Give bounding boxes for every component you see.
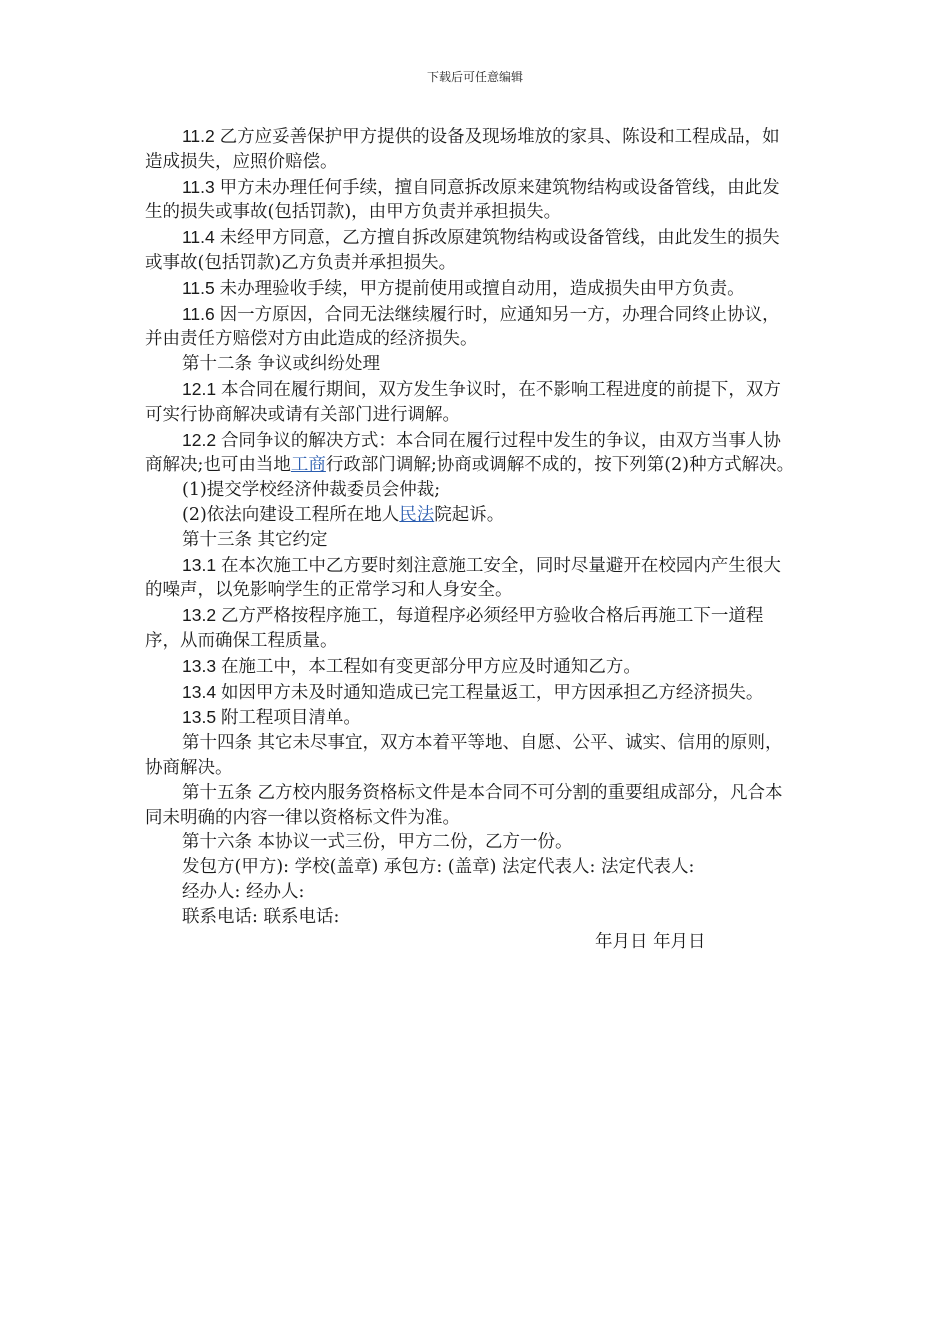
clause-13-4: [145, 680, 795, 706]
article-13-heading: [145, 528, 795, 553]
clause-text: 如因甲方未及时通知造成已完工程量返工，甲方因承担乙方经济损失。: [220, 682, 764, 703]
clause-number: 13.1: [182, 554, 221, 575]
article-text: 第十四条 其它未尽事宜，双方本着平等地、自愿、公平、诚实、信用的原则，协商解决。: [145, 733, 783, 778]
clause-text: 甲方未办理任何手续，擅自同意拆改原来建筑物结构或设备管线，由此发生的损失或事故(包括罚款)，由甲方负责并承担损失。: [145, 177, 780, 223]
clause-number: 13.2: [182, 605, 221, 626]
clause-11-6: [145, 302, 795, 353]
clause-text: 在施工中，本工程如有变更部分甲方应及时通知乙方。: [220, 656, 641, 677]
clause-11-5: [145, 276, 795, 302]
clause-13-2: [145, 603, 795, 654]
clause-13-3: [145, 654, 795, 680]
option-2: [145, 503, 795, 528]
clause-text: 因一方原因，合同无法继续履行时，应通知另一方，办理合同终止协议，并由责任方赔偿对方由此造成的经济损失。: [145, 304, 780, 350]
clause-number: 11.2: [182, 126, 220, 146]
clause-13-1: [145, 553, 795, 604]
clause-13-5: [145, 705, 795, 731]
option-text: (1)提交学校经济仲裁委员会仲裁;: [182, 480, 441, 501]
signature-line-agents: 经办人: 经办人:: [182, 881, 305, 902]
clause-12-1: [145, 377, 795, 428]
clause-number: 11.6: [182, 303, 220, 324]
signature-date: 年月日 年月日: [595, 931, 706, 952]
article-14: [145, 731, 795, 781]
option-text-before-link: (2)依法向建设工程所在地人: [182, 504, 400, 525]
minfa-link[interactable]: 民法: [399, 504, 435, 525]
clause-text-after-link: 行政部门调解;协商或调解不成的，按下列第(2)种方式解决。: [325, 455, 795, 476]
clause-number: 11.4: [182, 227, 220, 248]
clause-text: 附工程项目清单。: [220, 708, 361, 729]
clause-11-2: [145, 124, 795, 175]
article-heading-text: 第十三条 其它约定: [182, 529, 328, 550]
article-text: 第十五条 乙方校内服务资格标文件是本合同不可分割的重要组成部分，凡合本同未明确的内容一律以资格标文件为准。: [145, 782, 783, 828]
gongshang-link[interactable]: 工商: [290, 455, 326, 476]
signature-line-phones: 联系电话: 联系电话:: [182, 906, 340, 927]
clause-text: 未经甲方同意，乙方擅自拆改原建筑物结构或设备管线，由此发生的损失或事故(包括罚款)乙方负责并承担损失。: [145, 228, 780, 273]
clause-text: 乙方严格按程序施工，每道程序必须经甲方验收合格后再施工下一道程序，从而确保工程质量。: [145, 606, 764, 651]
clause-text: 未办理验收手续，甲方提前使用或擅自动用，造成损失由甲方负责。: [219, 278, 745, 299]
clause-number: 12.2: [182, 429, 221, 450]
clause-text: 本合同在履行期间，双方发生争议时，在不影响工程进度的前提下，双方可实行协商解决或请有关部门进行调解。: [145, 379, 781, 425]
clause-number: 11.3: [182, 176, 220, 197]
clause-11-3: [145, 175, 795, 226]
paragraph-group-13: [145, 528, 795, 855]
clause-number: 13.3: [182, 655, 221, 676]
signature-block: [145, 855, 795, 954]
paragraph-group-11: [145, 124, 795, 428]
article-16: [145, 830, 795, 855]
clause-number: 13.5: [182, 707, 221, 728]
contract-body: [145, 124, 795, 954]
signature-line-parties: 发包方(甲方): 学校(盖章) 承包方: (盖章) 法定代表人: 法定代表人:: [182, 857, 695, 878]
clause-text: 在本次施工中乙方要时刻注意施工安全，同时尽量避开在校园内产生很大的噪声，以免影响学生的正常学习和人身安全。: [145, 555, 781, 601]
article-text: 第十六条 本协议一式三份，甲方二份，乙方一份。: [182, 832, 573, 853]
option-text-after-link: 院起诉。: [434, 504, 505, 525]
clause-text: 乙方应妥善保护甲方提供的设备及现场堆放的家具、陈设和工程成品，如造成损失，应照价赔偿。: [145, 127, 780, 172]
page-header: 下载后可任意编辑: [426, 70, 523, 84]
clause-12-2: [145, 428, 795, 479]
clause-number: 13.4: [182, 681, 221, 702]
clause-number: 12.1: [182, 378, 221, 399]
clause-11-4: [145, 225, 795, 276]
article-heading-text: 第十二条 争议或纠纷处理: [182, 354, 381, 375]
clause-number: 11.5: [182, 277, 220, 298]
article-12-heading: [145, 352, 795, 377]
article-15: [145, 781, 795, 831]
option-1: [145, 478, 795, 503]
clause-text-before-link: 合同争议的解决方式：本合同在履行过程中发生的争议，由双方当事人协商解决;也可由当地: [145, 430, 781, 476]
